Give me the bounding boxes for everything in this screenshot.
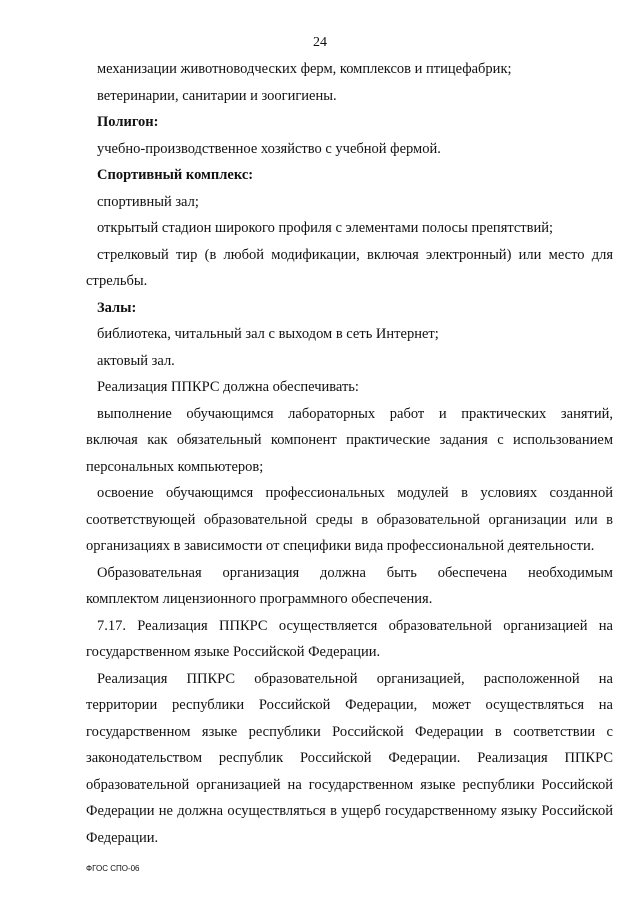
text-line: библиотека, читальный зал с выходом в сеть Интернет; [97, 326, 439, 342]
text-line: открытый стадион широкого профиля с элементами полосы препятствий; [97, 220, 554, 236]
text-line: Реализация ППКРС должна обеспечивать: [97, 379, 359, 395]
text-line: включая как обязательный компонент практические задания с использованием [86, 432, 613, 448]
text-line: ветеринарии, санитарии и зоогигиены. [97, 87, 337, 104]
section-heading: Залы: [97, 299, 137, 316]
text-line: стрельбы. [86, 273, 148, 289]
document-footer: ФГОС СПО-06 [86, 864, 140, 873]
document-body [86, 56, 613, 851]
text-line: организациях в зависимости от специфики вида профессиональной деятельности. [86, 538, 595, 554]
text-line: 7.17. Реализация ППКРС осуществляется образовательной организацией на [97, 617, 613, 634]
section-heading: Полигон: [97, 114, 159, 130]
text-line: Федерации не должна осуществляться в ущерб государственному языку Российской [86, 803, 613, 819]
page-number: 24 [313, 35, 327, 50]
text-line: освоение обучающимся профессиональных модулей в условиях созданной [97, 485, 613, 501]
text-line: актовый зал. [97, 352, 175, 369]
text-line: выполнение обучающимся лабораторных работ и практических занятий, [97, 405, 613, 422]
text-line: персональных компьютеров; [86, 458, 264, 475]
text-line: механизации животноводческих ферм, комплексов и птицефабрик; [97, 61, 512, 77]
text-line: Реализация ППКРС образовательной организацией, расположенной на [97, 670, 613, 687]
text-line: территории республики Российской Федерации, может осуществляться на [86, 697, 613, 713]
text-line: государственном языке республики Российской Федерации в соответствии с [86, 723, 613, 740]
text-line: соответствующей образовательной среды в образовательной организации или в [86, 511, 613, 528]
text-line: стрелковый тир (в любой модификации, включая электронный) или место для [97, 246, 613, 263]
text-line: Федерации. [86, 829, 159, 846]
text-line: законодательством республик Российской Федерации. Реализация ППКРС [86, 750, 613, 766]
text-line: государственном языке Российской Федерации. [86, 644, 381, 660]
text-line: образовательной организацией на государственном языке республики Российской [86, 776, 613, 793]
text-line: спортивный зал; [97, 193, 199, 210]
text-line: Образовательная организация должна быть обеспечена необходимым [97, 564, 613, 581]
section-heading: Спортивный комплекс: [97, 167, 254, 183]
text-line: комплектом лицензионного программного обеспечения. [86, 591, 433, 607]
text-line: учебно-производственное хозяйство с учебной фермой. [97, 140, 441, 157]
